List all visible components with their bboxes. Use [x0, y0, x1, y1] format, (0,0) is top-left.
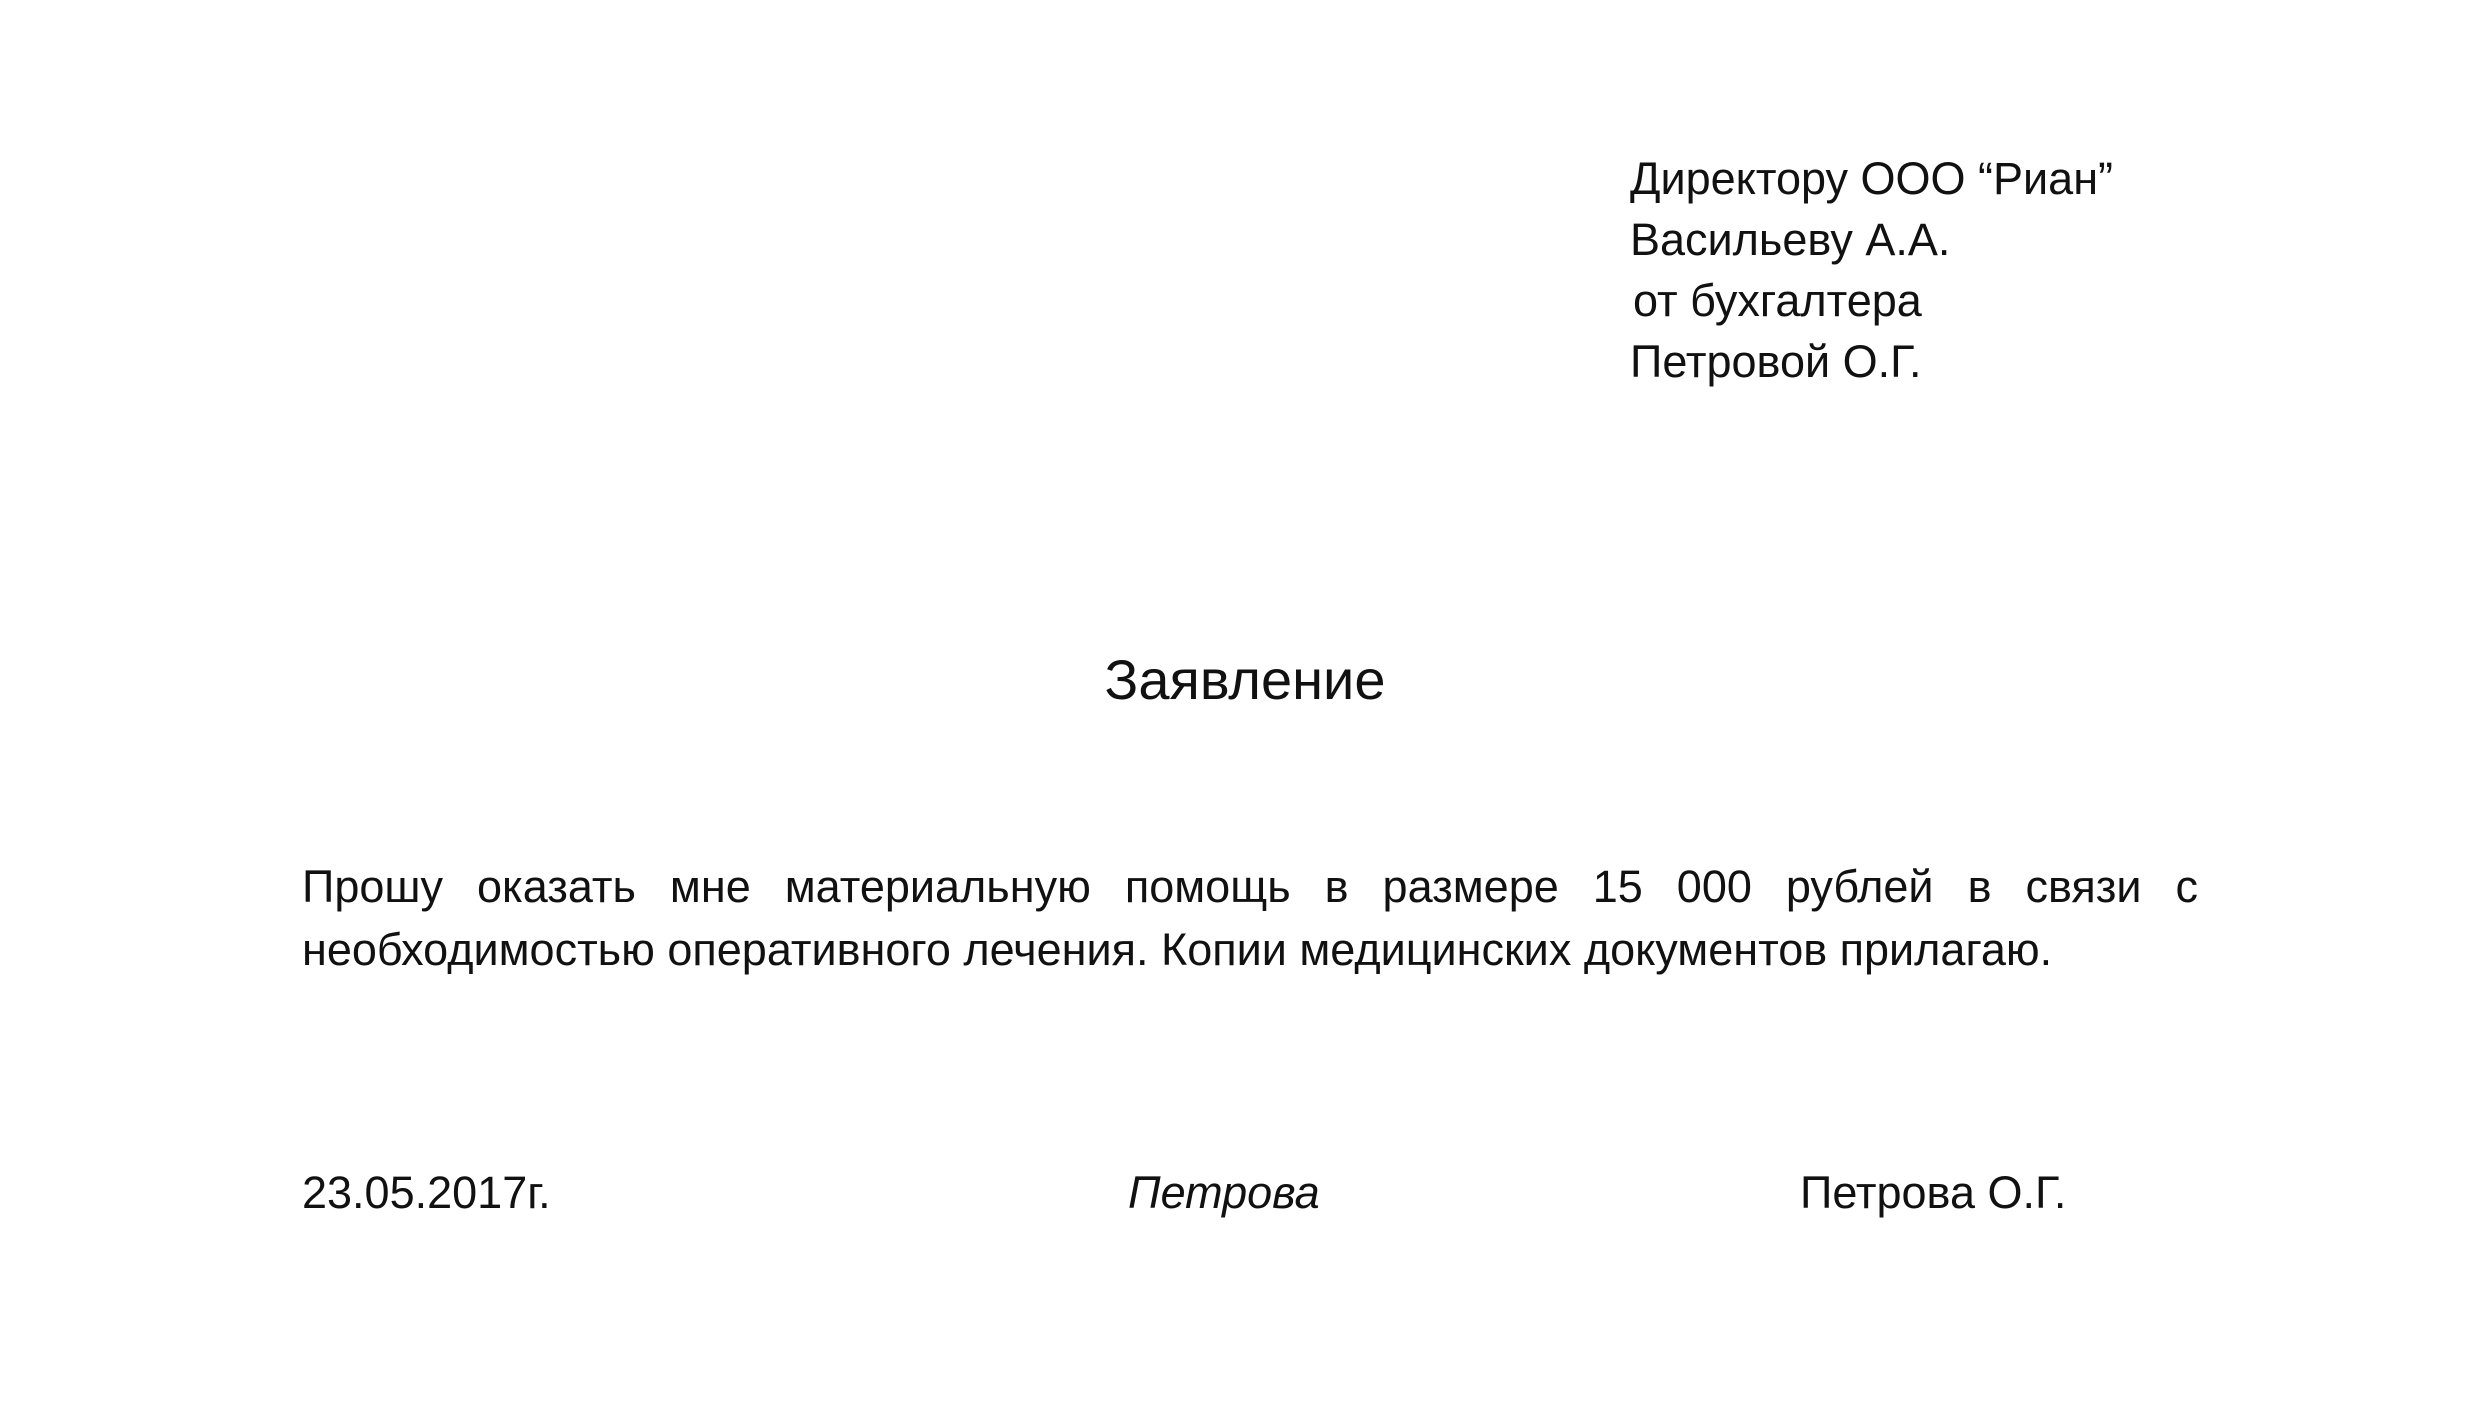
signer-name: Петрова О.Г.: [1800, 1167, 2067, 1218]
addressee-director-name: Васильеву А.А.: [1630, 214, 1951, 265]
request-body-line-2: необходимостью оперативного лечения. Копии медицинских документов прилагаю.: [302, 924, 2053, 975]
document-date: 23.05.2017г.: [302, 1167, 551, 1218]
request-body: [302, 855, 2198, 981]
document-title: Заявление: [1104, 648, 1386, 711]
document-title-row: [0, 645, 2480, 715]
signature: Петрова: [1128, 1167, 1320, 1218]
request-body-line-1: Прошу оказать мне материальную помощь в размере 15 000 рублей в связи с: [302, 861, 2198, 912]
addressee-sender-name: Петровой О.Г.: [1630, 336, 1922, 387]
addressee-from-line: от бухгалтера: [1633, 275, 1922, 326]
addressee-block: [1630, 148, 2113, 392]
addressee-director-line: Директору ООО “Риан”: [1630, 153, 2114, 204]
